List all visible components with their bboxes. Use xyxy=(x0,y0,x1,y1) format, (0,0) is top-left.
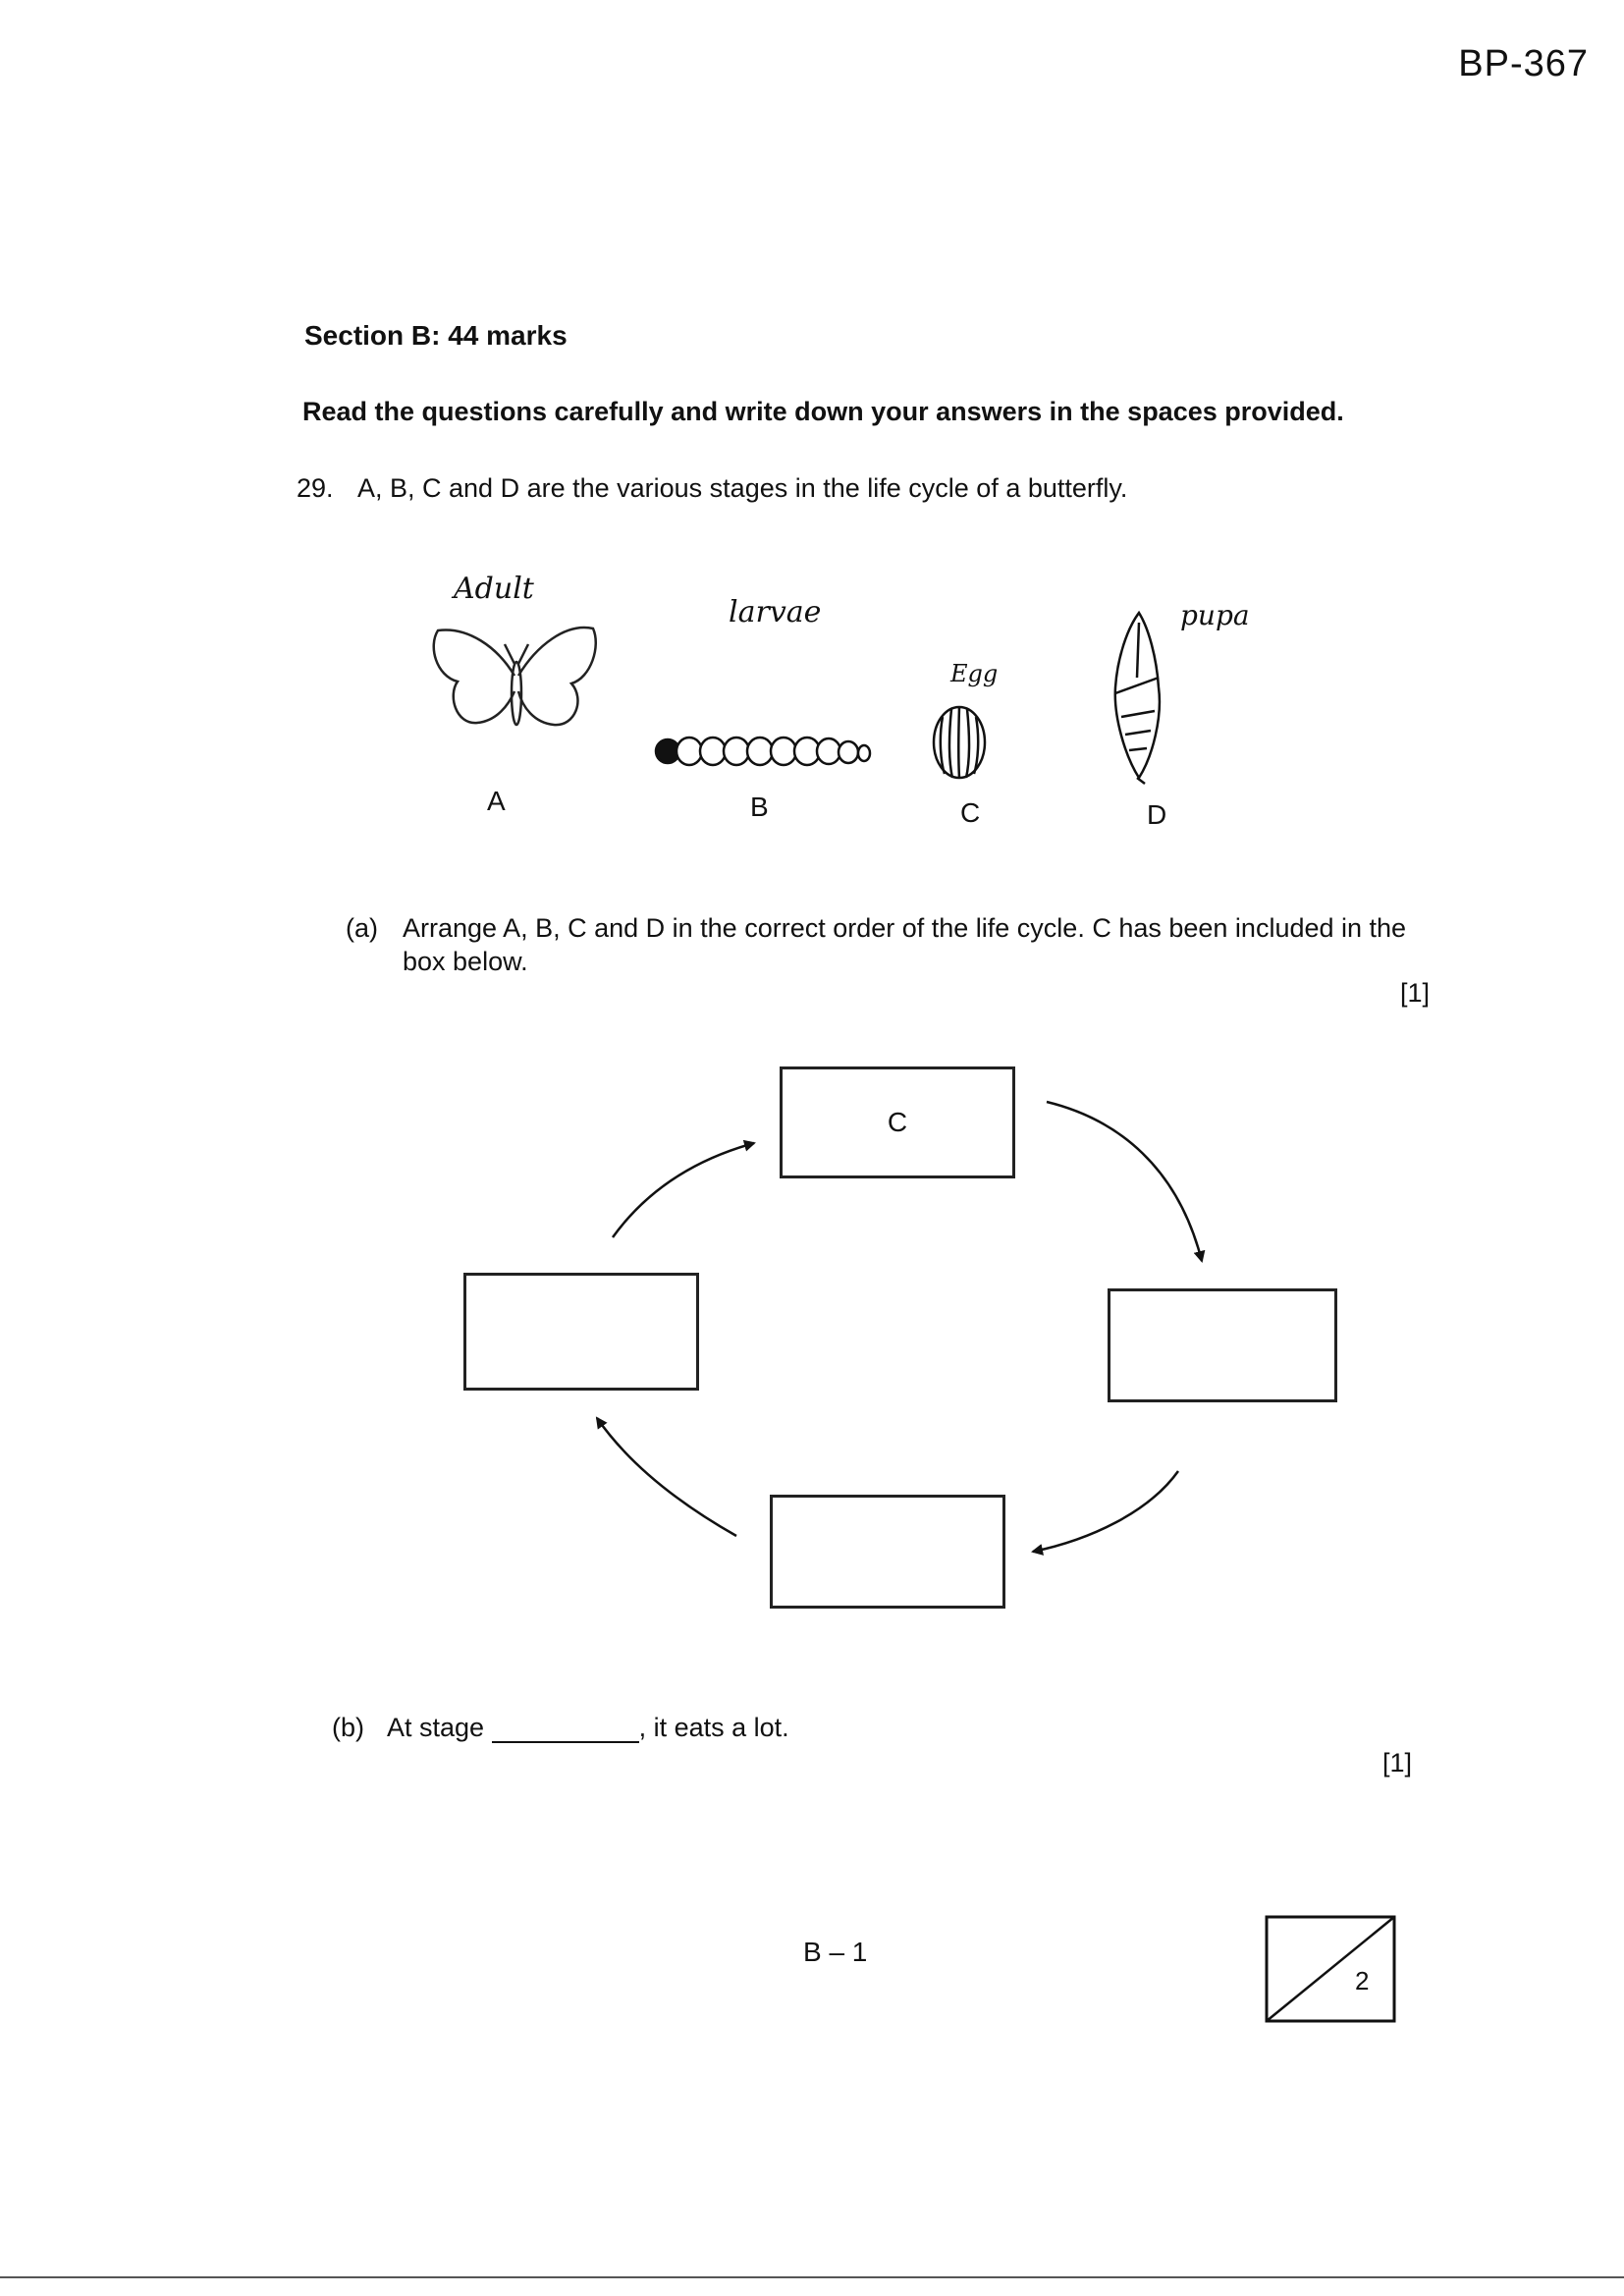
stage-a-handwritten-label: Adult xyxy=(454,572,534,606)
section-instruction: Read the questions carefully and write down your answers in the spaces provided. xyxy=(302,397,1344,426)
part-b-label: (b) xyxy=(332,1713,364,1742)
arrow-right-to-bottom xyxy=(1033,1471,1178,1552)
stage-b-handwritten-label: larvae xyxy=(729,595,822,629)
arrow-top-to-right xyxy=(1047,1102,1202,1261)
part-b-text-before: At stage xyxy=(387,1713,485,1742)
part-a-line2: box below. xyxy=(403,947,528,976)
part-a-line1: Arrange A, B, C and D in the correct order of the life cycle. C has been included in the xyxy=(403,913,1407,943)
part-b-text-after: , it eats a lot. xyxy=(638,1713,789,1742)
stage-d-letter: D xyxy=(1147,799,1167,830)
question-text: A, B, C and D are the various stages in the life cycle of a butterfly. xyxy=(357,473,1128,503)
stage-c-letter: C xyxy=(960,797,981,828)
page-bottom-rule xyxy=(0,2276,1624,2278)
part-b xyxy=(332,1713,789,1743)
part-a-marks: [1] xyxy=(1400,978,1431,1008)
stage-d-handwritten-label: pupa xyxy=(1180,599,1250,631)
paper-code: BP-367 xyxy=(1458,43,1589,84)
score-box xyxy=(1265,1915,1396,2023)
arrow-left-to-top xyxy=(613,1143,754,1237)
score-box-value: 2 xyxy=(1355,1966,1370,1995)
cycle-box-top: C xyxy=(780,1066,1015,1178)
part-b-marks: [1] xyxy=(1382,1748,1413,1777)
question-number: 29. xyxy=(297,473,334,503)
part-b-answer-blank[interactable] xyxy=(492,1716,639,1743)
arrow-bottom-to-left xyxy=(597,1418,736,1536)
page-label: B – 1 xyxy=(803,1937,868,1967)
stage-b-letter: B xyxy=(750,792,769,822)
stage-c-handwritten-label: Egg xyxy=(950,660,999,687)
section-title: Section B: 44 marks xyxy=(304,320,568,351)
stage-a-letter: A xyxy=(487,786,506,816)
part-a-label: (a) xyxy=(346,913,378,943)
